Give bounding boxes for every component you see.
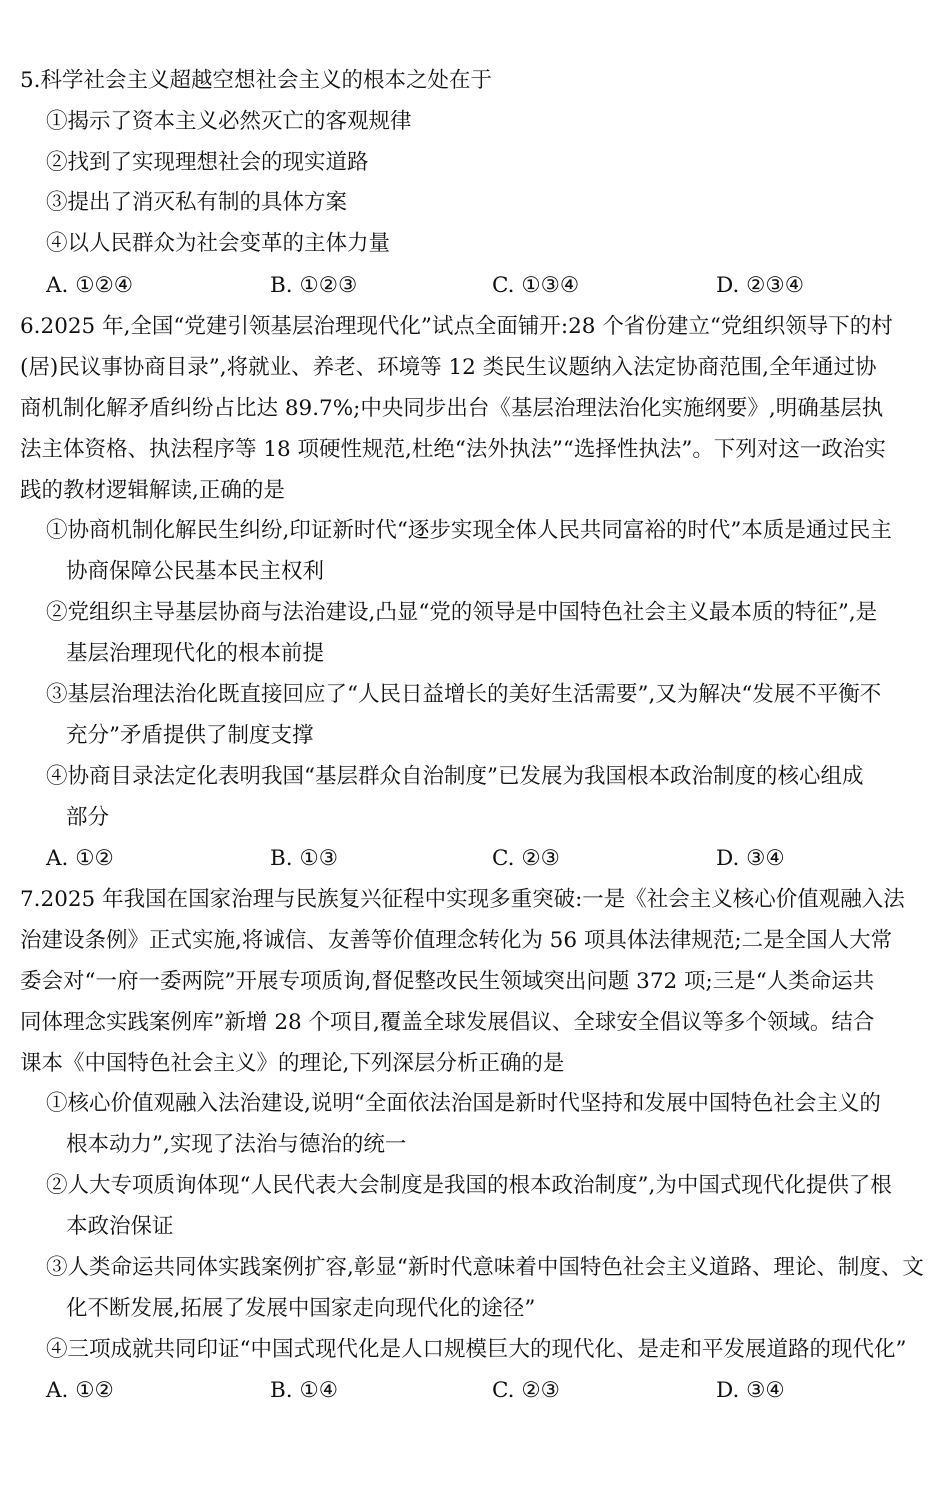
question-6-item-1-cont: 协商保障公民基本民主权利 — [66, 559, 325, 584]
question-7-item-4: ④三项成就共同印证“中国式现代化是人口规模巨大的现代化、是走和平发展道路的现代化” — [46, 1337, 907, 1362]
question-6-item-4-cont: 部分 — [66, 805, 110, 830]
question-7-option-c: C. ②③ — [492, 1378, 560, 1403]
question-7-option-a: A. ①② — [46, 1378, 114, 1403]
question-6-item-1: ①协商机制化解民生纠纷,印证新时代“逐步实现全体人民共同富裕的时代”本质是通过民主 — [46, 518, 892, 543]
question-6-item-3: ③基层治理法治化既直接回应了“人民日益增长的美好生活需要”,又为解决“发展不平衡不 — [46, 682, 882, 707]
question-7-item-1-cont: 根本动力”,实现了法治与德治的统一 — [66, 1132, 407, 1157]
question-7-stem-line-1: 7.2025 年我国在国家治理与民族复兴征程中实现多重突破:一是《社会主义核心价值观融入法 — [20, 887, 905, 912]
question-6-stem-line-3: 商机制化解矛盾纠纷占比达 89.7%;中央同步出台《基层治理法治化实施纲要》,明确基层执 — [20, 396, 884, 421]
question-6-stem-line-5: 践的教材逻辑解读,正确的是 — [20, 478, 285, 503]
question-5-item-2: ②找到了实现理想社会的现实道路 — [46, 150, 369, 175]
question-7-stem-line-2: 治建设条例》正式实施,将诚信、友善等价值理念转化为 56 项具体法律规范;二是全国人大常 — [20, 928, 893, 953]
question-7-item-3-cont: 化不断发展,拓展了发展中国家走向现代化的途径” — [66, 1296, 536, 1321]
question-6-stem-line-4: 法主体资格、执法程序等 18 项硬性规范,杜绝“法外执法”“选择性执法”。下列对这一政治实 — [20, 437, 886, 462]
question-7-item-2: ②人大专项质询体现“人民代表大会制度是我国的根本政治制度”,为中国式现代化提供了根 — [46, 1173, 892, 1198]
question-5-option-b: B. ①②③ — [270, 273, 358, 298]
question-6-option-d: D. ③④ — [716, 846, 785, 871]
question-7-item-3: ③人类命运共同体实践案例扩容,彰显“新时代意味着中国特色社会主义道路、理论、制度、文 — [46, 1255, 924, 1280]
question-5-item-3: ③提出了消灭私有制的具体方案 — [46, 190, 348, 215]
question-7-option-b: B. ①④ — [270, 1378, 339, 1403]
question-5-option-a: A. ①②④ — [46, 273, 134, 298]
question-6-option-a: A. ①② — [46, 846, 114, 871]
question-6-stem-line-2: (居)民议事协商目录”,将就业、养老、环境等 12 类民生议题纳入法定协商范围,全年通过协 — [20, 355, 877, 380]
question-6-option-b: B. ①③ — [270, 846, 339, 871]
question-5-option-c: C. ①③④ — [492, 273, 580, 298]
question-7-stem-line-3: 委会对“一府一委两院”开展专项质询,督促整改民生领域突出问题 372 项;三是“人类命运共 — [20, 969, 875, 994]
question-5-item-4: ④以人民群众为社会变革的主体力量 — [46, 231, 391, 256]
question-5-stem: 5.科学社会主义超越空想社会主义的根本之处在于 — [20, 68, 493, 93]
question-7-item-1: ①核心价值观融入法治建设,说明“全面依法治国是新时代坚持和发展中国特色社会主义的 — [46, 1091, 881, 1116]
question-5-option-d: D. ②③④ — [716, 273, 804, 298]
question-6-option-c: C. ②③ — [492, 846, 560, 871]
question-7-stem-line-4: 同体理念实践案例库”新增 28 个项目,覆盖全球发展倡议、全球安全倡议等多个领域。结合 — [20, 1010, 875, 1035]
question-6-item-2: ②党组织主导基层协商与法治建设,凸显“党的领导是中国特色社会主义最本质的特征”,是 — [46, 600, 878, 625]
question-7-item-2-cont: 本政治保证 — [66, 1214, 174, 1239]
question-7-option-d: D. ③④ — [716, 1378, 785, 1403]
question-7-stem-line-5: 课本《中国特色社会主义》的理论,下列深层分析正确的是 — [20, 1051, 565, 1076]
question-5-item-1: ①揭示了资本主义必然灭亡的客观规律 — [46, 109, 412, 134]
question-6-item-4: ④协商目录法定化表明我国“基层群众自治制度”已发展为我国根本政治制度的核心组成 — [46, 764, 864, 789]
question-6-item-2-cont: 基层治理现代化的根本前提 — [66, 641, 325, 666]
question-6-item-3-cont: 充分”矛盾提供了制度支撑 — [66, 723, 314, 748]
question-6-stem-line-1: 6.2025 年,全国“党建引领基层治理现代化”试点全面铺开:28 个省份建立“党组织领导下的村 — [20, 314, 893, 339]
